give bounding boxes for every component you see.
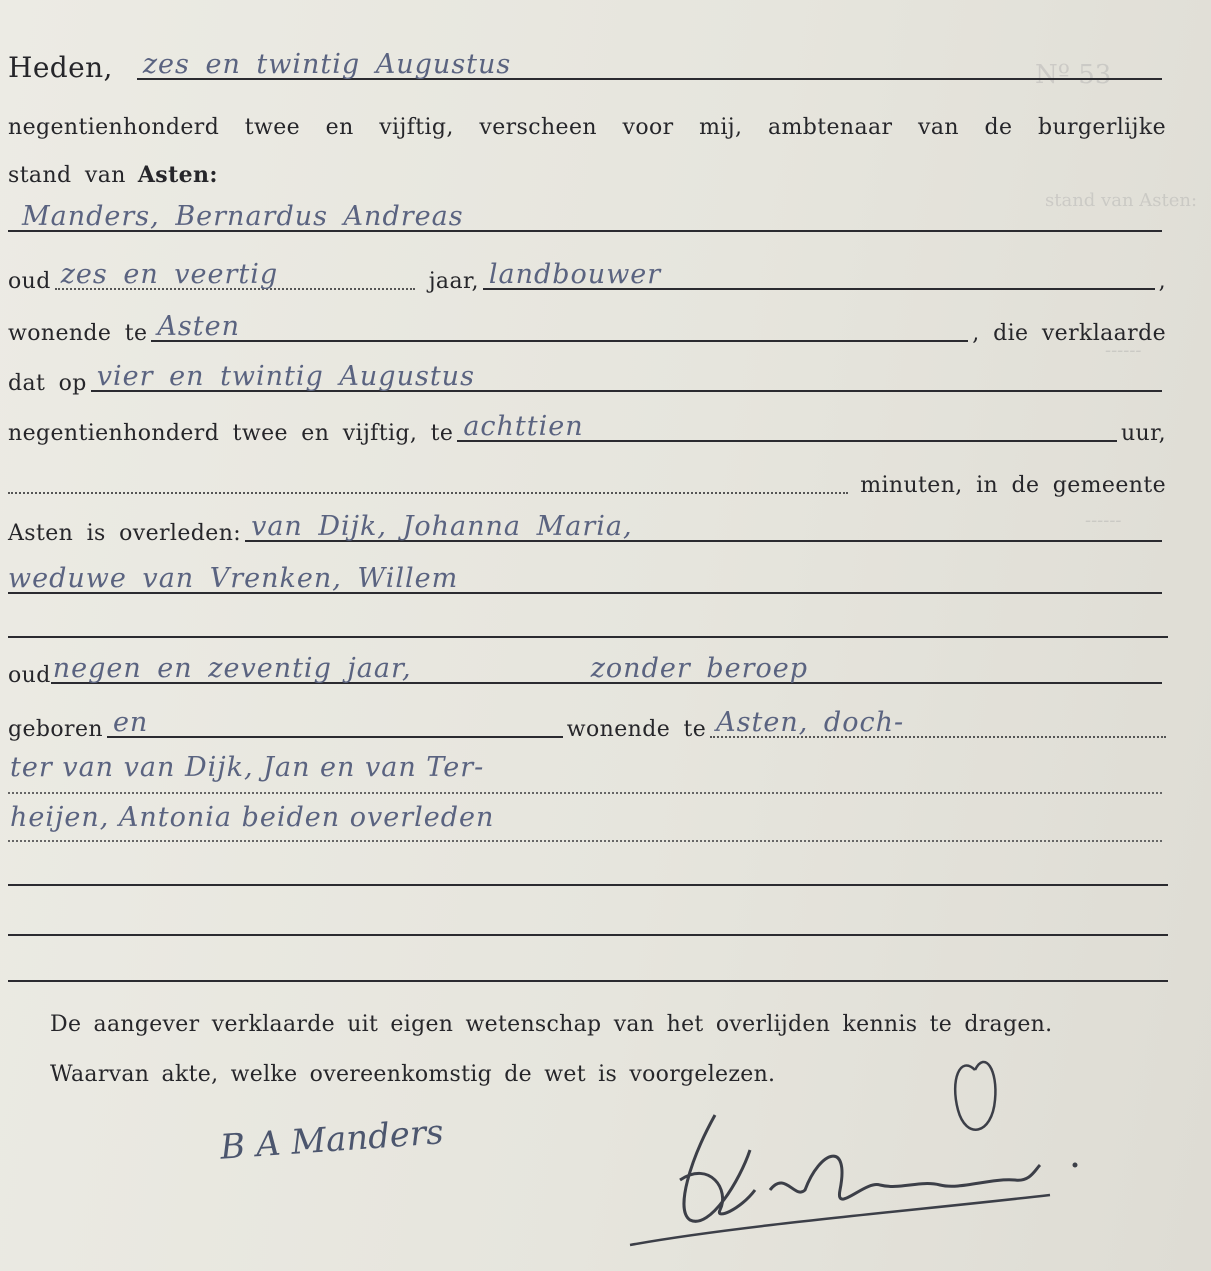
declarant-handwritten: Manders, Bernardus Andreas [22, 201, 464, 232]
line-death-date [8, 360, 1166, 400]
line-deceased [8, 510, 1166, 550]
line-time [8, 410, 1166, 450]
line-age [8, 258, 1166, 298]
residence2-field [710, 698, 1166, 738]
blank-line-4 [8, 980, 1168, 982]
line-born [8, 706, 1166, 746]
line-deceased-age [8, 652, 1166, 692]
oud2-label: oud [8, 663, 51, 688]
age-handwritten: zes en veertig [60, 259, 279, 290]
line-heden [8, 48, 1166, 88]
hour-field [457, 402, 1117, 442]
deceased-handwritten: van Dijk, Johanna Maria, [251, 511, 633, 542]
declarant-field [8, 192, 1162, 232]
geboren-label: geboren [8, 717, 103, 742]
wonende2-label: wonende te [566, 717, 707, 742]
time-label: negentienhonderd twee en vijftig, te [8, 421, 454, 446]
wonende-label: wonende te [8, 321, 148, 346]
line-stand [8, 152, 1166, 192]
dat-op-label: dat op [8, 371, 87, 396]
deceased-field [245, 502, 1162, 542]
residence-handwritten: Asten [157, 311, 240, 342]
closing-statement-2: Waarvan akte, welke overeenkomstig de wet is voorgelezen. [50, 1062, 776, 1087]
blank-line-1 [8, 636, 1168, 638]
overleden-label: Asten is overleden: [8, 521, 242, 546]
age-field [55, 250, 415, 290]
line-residence [8, 310, 1166, 350]
date-handwritten: zes en twintig Augustus [142, 49, 512, 80]
parents-handwritten-2: heijen, Antonia beiden overleden [10, 802, 495, 833]
residence2-handwritten: Asten, doch- [716, 707, 905, 738]
minutes-label: minuten, in de gemeente [860, 473, 1166, 498]
widow-field [8, 554, 1162, 594]
occupation-handwritten: landbouwer [488, 259, 662, 290]
hour-handwritten: achttien [463, 411, 584, 442]
year-text: negentienhonderd twee en vijftig, verscheen voor mij, ambtenaar van de burgerlijke [8, 115, 1166, 140]
deceased-age-handwritten: negen en zeventig jaar, [52, 653, 412, 684]
birthplace-field [107, 698, 563, 738]
widow-handwritten: weduwe van Vrenken, Willem [8, 563, 459, 594]
blank-line-3 [8, 934, 1168, 936]
heden-label: Heden, [8, 51, 113, 84]
comma-label: , [1158, 269, 1166, 294]
closing-statement: De aangever verklaarde uit eigen wetenschap van het overlijden kennis te dragen. [50, 1012, 1053, 1037]
place-label: Asten: [137, 162, 218, 188]
jaar-label: jaar, [428, 269, 479, 294]
deceased-occupation-handwritten: zonder beroep [590, 653, 809, 684]
official-signature [620, 1040, 1080, 1260]
line-declarant [8, 200, 1166, 240]
official-signature-drawing [620, 1040, 1080, 1260]
death-date-handwritten: vier en twintig Augustus [96, 361, 475, 392]
deceased-age-field [51, 644, 1162, 684]
residence-field [151, 302, 968, 342]
parents-line-1 [8, 792, 1162, 794]
line-widow [8, 562, 1166, 602]
bleed-through-marks: Nº 53 stand van Asten: ------ ------ [1035, 60, 1198, 531]
birthplace-handwritten: en [112, 707, 149, 738]
parents-handwritten-1: ter van van Dijk, Jan en van Ter- [10, 752, 485, 783]
minutes-field [8, 454, 848, 494]
oud-label: oud [8, 269, 51, 294]
uur-label: uur, [1120, 421, 1166, 446]
declarant-signature: B A Manders [218, 1112, 445, 1168]
stand-label: stand van [8, 163, 126, 188]
verklaarde-label: , die verklaarde [972, 321, 1166, 346]
death-date-field [91, 352, 1162, 392]
date-field [137, 40, 1162, 80]
line-year [8, 104, 1166, 144]
occupation-field [483, 250, 1155, 290]
line-minutes [8, 462, 1166, 502]
parents-line-2 [8, 840, 1162, 842]
blank-line-2 [8, 884, 1168, 886]
